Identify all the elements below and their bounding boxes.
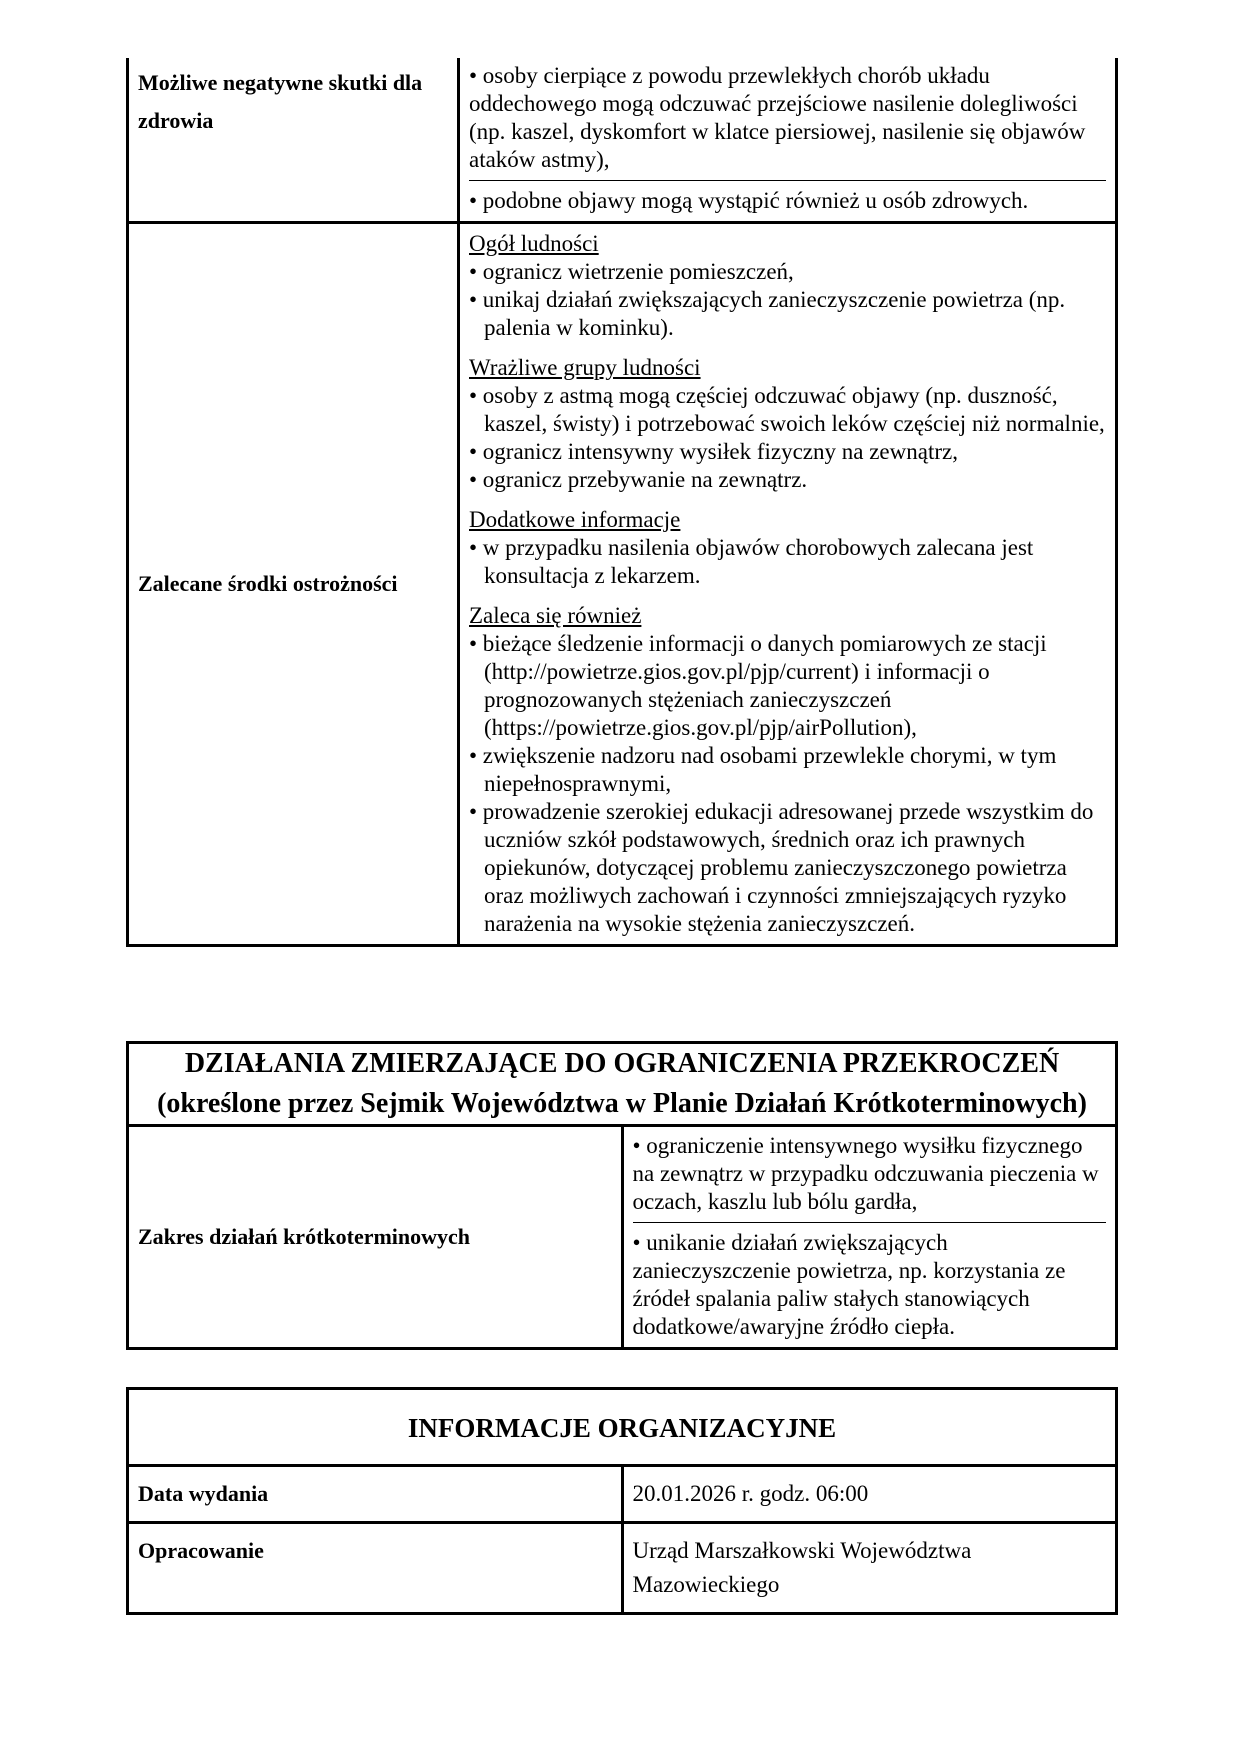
precaution-group xyxy=(469,224,1106,348)
table-row xyxy=(128,1523,1117,1614)
section-subtitle-line: (określone przez Sejmik Województwa w Planie Działań Krótkoterminowych) xyxy=(157,1088,1087,1119)
row-label: Opracowanie xyxy=(128,1523,623,1614)
list-item: • ogranicz przebywanie na zewnątrz. xyxy=(469,467,808,492)
health-effects-cell xyxy=(459,58,1117,223)
list-item: • unikaj działań zwiększających zanieczyszczenie powietrza (np. palenia w kominku). xyxy=(469,287,1066,340)
precaution-group xyxy=(469,500,1106,596)
actions-cell xyxy=(622,1126,1117,1349)
row-label: Możliwe negatywne skutki dla zdrowia xyxy=(128,58,459,223)
list-item: • unikanie działań zwiększających zanieczyszczenie powietrza, np. korzystania ze źródeł spalania paliw stałych stanowiących dodatkowe/awaryjne źródło ciepła. xyxy=(633,1222,1107,1347)
table-row xyxy=(128,1466,1117,1523)
section-title: INFORMACJE ORGANIZACYJNE xyxy=(128,1389,1117,1466)
section-title xyxy=(128,1043,1117,1126)
list-item: • ogranicz intensywny wysiłek fizyczny na zewnątrz, xyxy=(469,439,958,464)
row-label: Data wydania xyxy=(128,1466,623,1523)
list-item: • osoby z astmą mogą częściej odczuwać objawy (np. duszność, kaszel, świsty) i potrzebować swoich leków częściej niż normalnie, xyxy=(469,383,1105,436)
group-heading: Ogół ludności xyxy=(469,231,599,256)
table-row xyxy=(128,58,1117,223)
prepared-by-value: Urząd Marszałkowski Województwa Mazowieckiego xyxy=(622,1523,1117,1614)
organizational-info-table xyxy=(126,1387,1118,1615)
table-row xyxy=(128,1389,1117,1466)
list-item: • bieżące śledzenie informacji o danych pomiarowych ze stacji (http://powietrze.gios.gov.pl/pjp/current) i informacji o prognozowanych stężeniach zanieczyszczeń (https://powietrze.gios.gov.pl/pjp/airPollution), xyxy=(469,631,1047,740)
list-item: • ograniczenie intensywnego wysiłku fizycznego na zewnątrz w przypadku odczuwania pieczenia w oczach, kaszlu lub bólu gardła, xyxy=(632,1133,1099,1214)
list-item: • zwiększenie nadzoru nad osobami przewlekle chorymi, w tym niepełnosprawnymi, xyxy=(469,743,1057,796)
list-item: • prowadzenie szerokiej edukacji adresowanej przede wszystkim do uczniów szkół podstawowych, średnich oraz ich prawnych opiekunów, dotyczącej problemu zanieczyszczonego powietrza oraz możliwych zachowań i czynności zmniejszających ryzyko narażenia na wysokie stężenia zanieczyszczeń. xyxy=(469,799,1094,936)
section-title-line: DZIAŁANIA ZMIERZAJĄCE DO OGRANICZENIA PRZEKROCZEŃ xyxy=(184,1048,1060,1079)
group-heading: Dodatkowe informacje xyxy=(469,507,681,532)
table-row xyxy=(128,223,1117,946)
issue-date-value: 20.01.2026 r. godz. 06:00 xyxy=(622,1466,1117,1523)
list-item: • ogranicz wietrzenie pomieszczeń, xyxy=(469,259,794,284)
precautions-cell xyxy=(459,223,1117,946)
row-label: Zalecane środki ostrożności xyxy=(128,223,459,946)
list-item: • osoby cierpiące z powodu przewlekłych chorób układu oddechowego mogą odczuwać przejściowe nasilenie dolegliwości (np. kaszel, dyskomfort w klatce piersiowej, nasilenie się objawów ataków astmy), xyxy=(469,63,1086,172)
group-heading: Zaleca się również xyxy=(469,603,642,628)
actions-table xyxy=(126,1041,1118,1350)
precaution-group xyxy=(469,348,1106,500)
list-item: • w przypadku nasilenia objawów chorobowych zalecana jest konsultacja z lekarzem. xyxy=(469,535,1034,588)
group-heading: Wrażliwe grupy ludności xyxy=(469,355,701,380)
table-row xyxy=(128,1043,1117,1126)
health-info-table xyxy=(126,58,1118,947)
row-label: Zakres działań krótkoterminowych xyxy=(128,1126,623,1349)
precaution-group xyxy=(469,596,1106,944)
table-row xyxy=(128,1126,1117,1349)
list-item: • podobne objawy mogą wystąpić również u osób zdrowych. xyxy=(469,180,1106,221)
